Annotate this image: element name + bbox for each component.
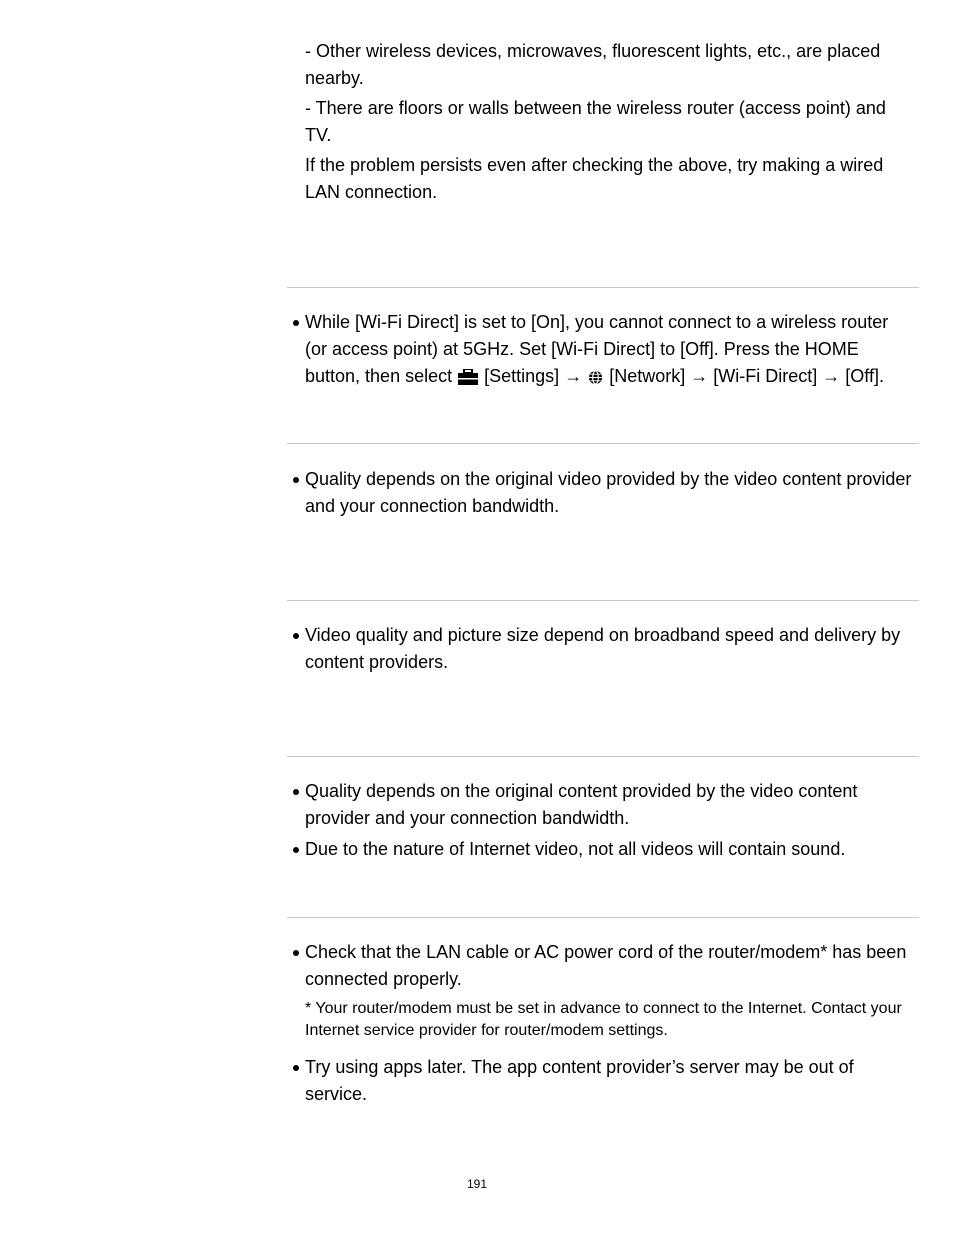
wifi-direct-bullet	[305, 309, 915, 393]
intro-line-1: - Other wireless devices, microwaves, fluorescent lights, etc., are placed nearby.	[305, 41, 881, 88]
section-divider	[287, 756, 919, 757]
wifi-direct-text: While [Wi-Fi Direct] is set to [On], you cannot connect to a wireless router (or access point) at 5GHz. Set [Wi-Fi Direct] to [Off]. Press the HOME button, then select	[305, 312, 889, 386]
settings-label: [Settings]	[484, 366, 560, 386]
router-modem-note: * Your router/modem must be set in advance to connect to the Internet. Contact your Internet service provider for router/modem settings.	[305, 1000, 902, 1039]
internet-video-bullet: Due to the nature of Internet video, not all videos will contain sound.	[305, 836, 915, 863]
page-number: 191	[466, 1177, 488, 1191]
try-apps-later-bullet: Try using apps later. The app content provider’s server may be out of service.	[305, 1054, 915, 1108]
section-divider	[287, 443, 919, 444]
intro-line-2: - There are floors or walls between the wireless router (access point) and TV.	[305, 98, 886, 145]
arrow: →	[564, 366, 583, 386]
intro-line-3: If the problem persists even after checking the above, try making a wired LAN connection.	[305, 155, 884, 202]
quality-content-bullet: Quality depends on the original content provided by the video content provider and your connection bandwidth.	[305, 778, 915, 832]
toolbox-icon	[458, 366, 478, 393]
globe-icon	[588, 366, 603, 393]
lan-cable-bullet: Check that the LAN cable or AC power cord of the router/modem* has been connected properly.	[305, 939, 915, 993]
section-divider	[287, 917, 919, 918]
section-divider	[287, 600, 919, 601]
network-label: [Network]	[609, 366, 686, 386]
section-divider	[287, 287, 919, 288]
wifi-direct-text-end: → [Wi-Fi Direct] → [Off].	[690, 366, 884, 386]
quality-video-bullet: Quality depends on the original video provided by the video content provider and your connection bandwidth.	[305, 466, 915, 520]
video-quality-bullet: Video quality and picture size depend on broadband speed and delivery by content providers.	[305, 622, 915, 676]
